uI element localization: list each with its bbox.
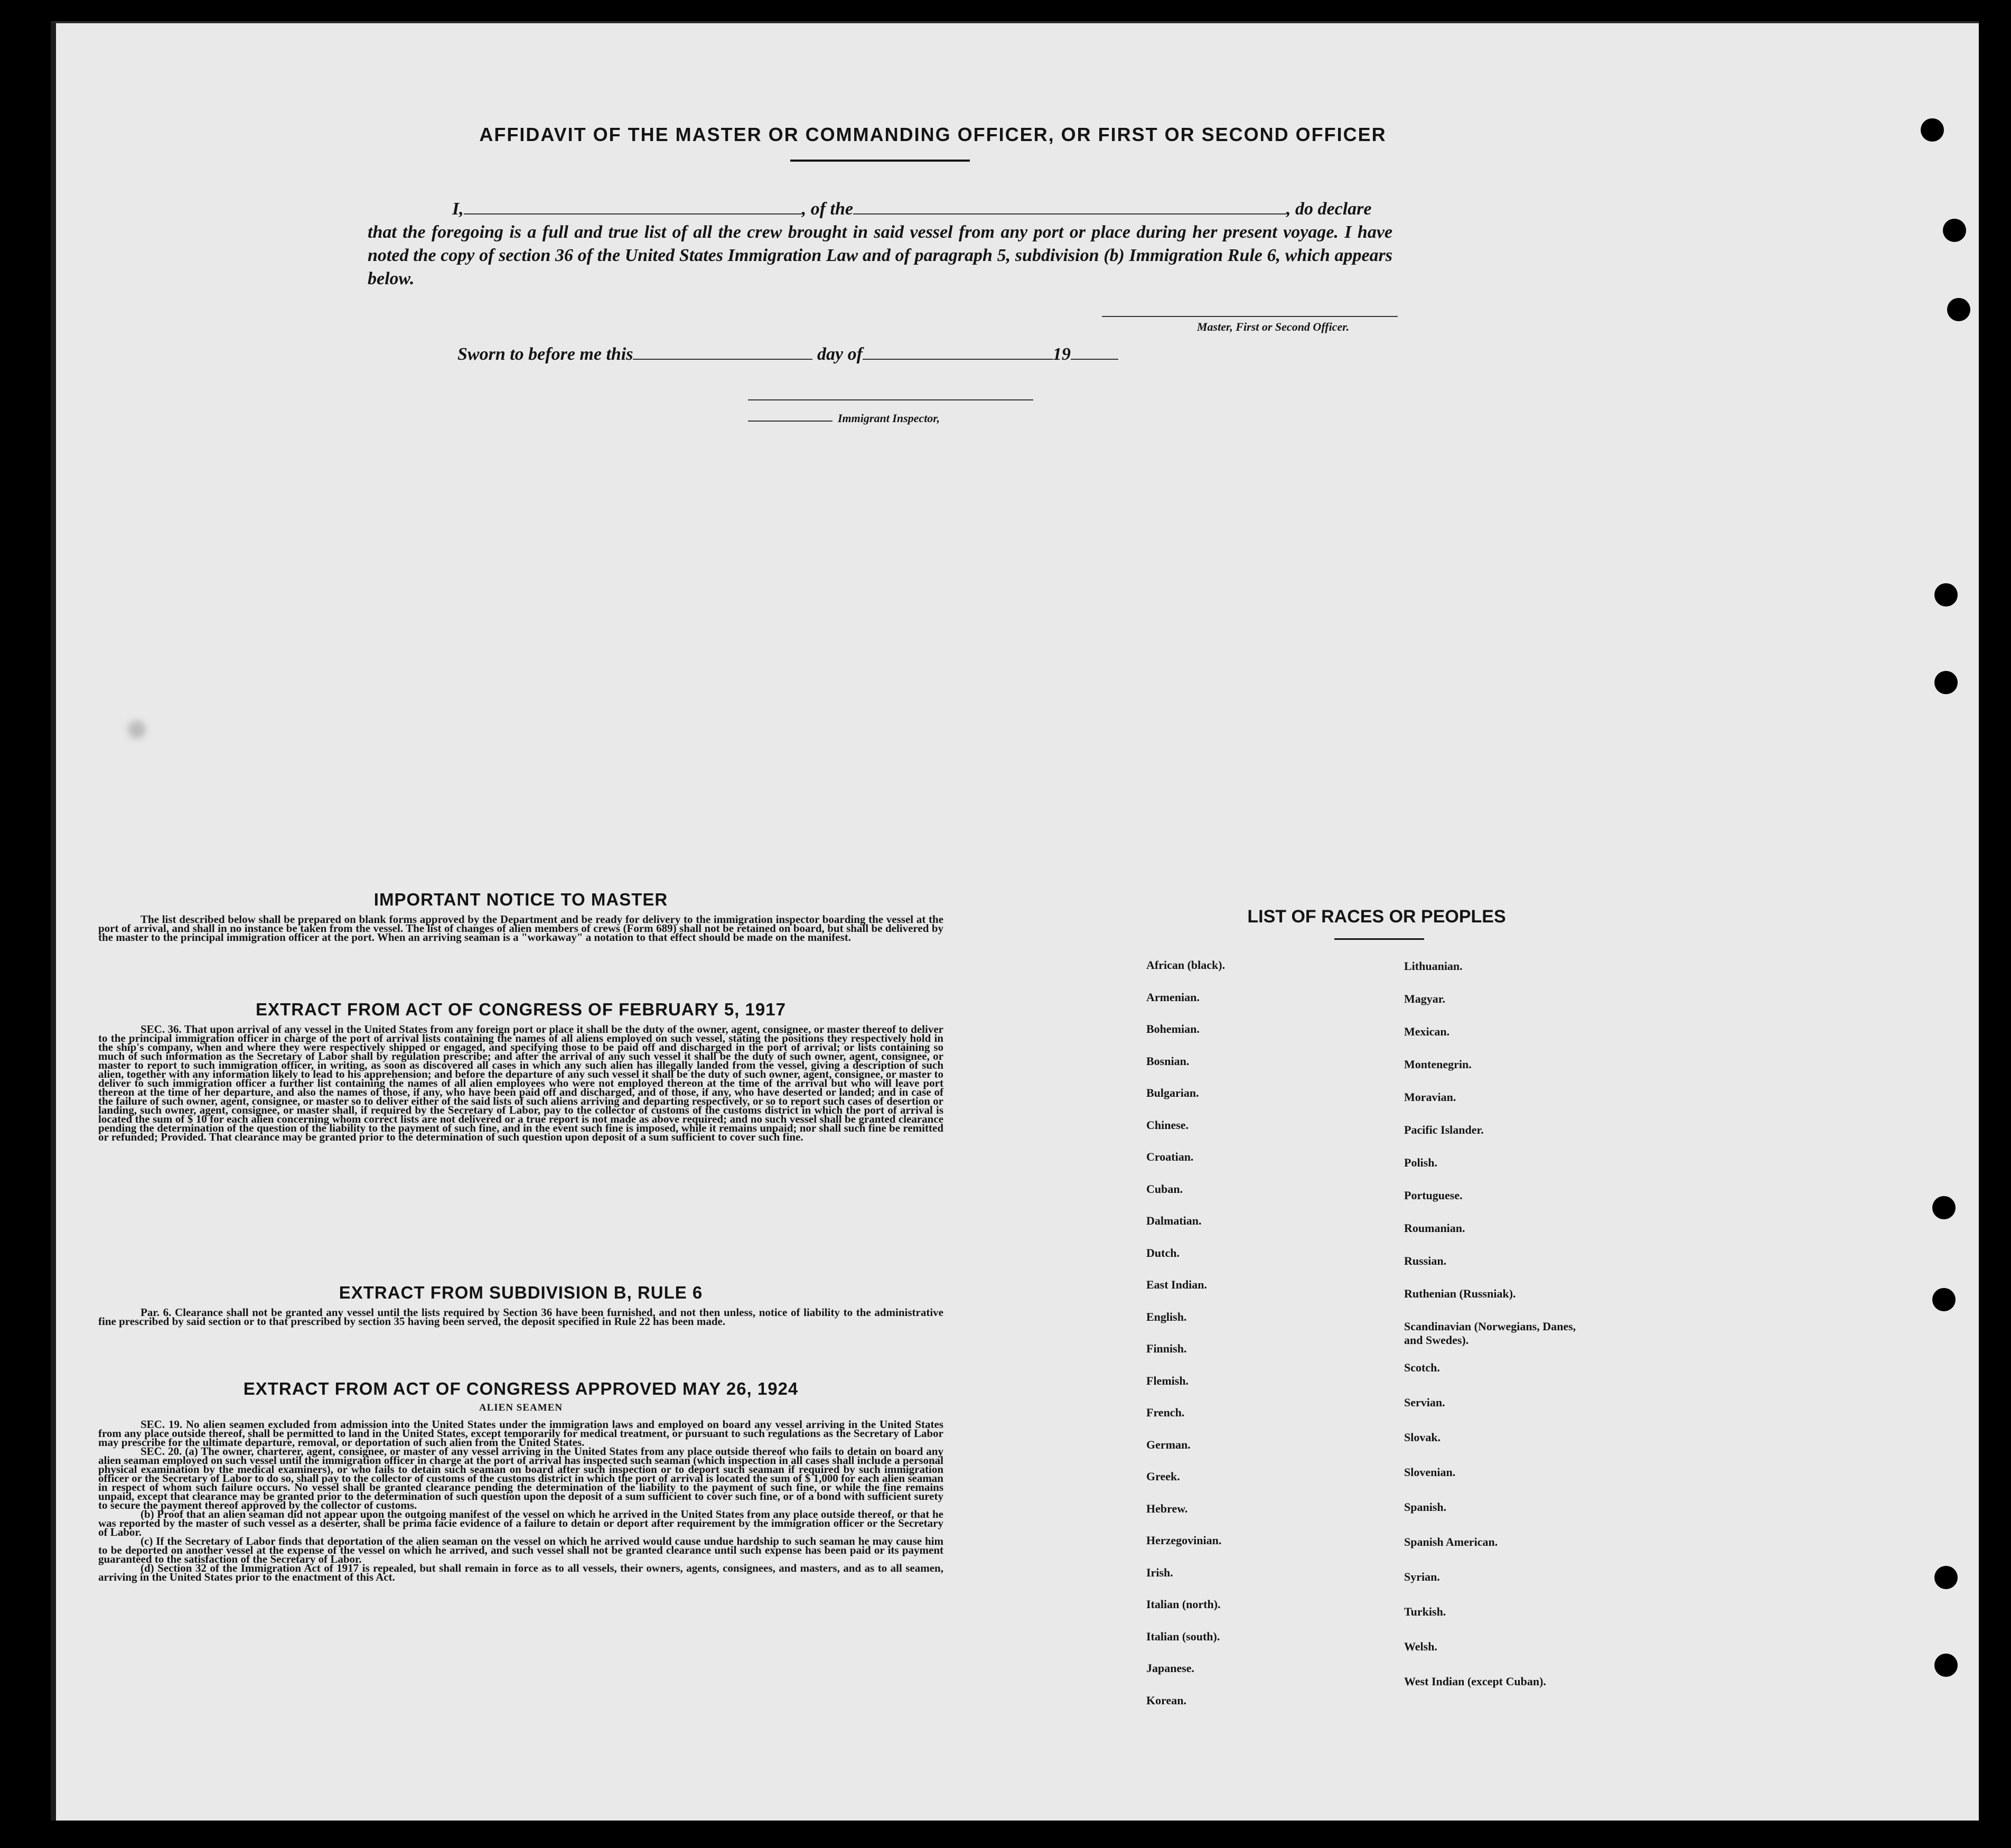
notice-master-title: IMPORTANT NOTICE TO MASTER — [373, 890, 668, 909]
title-underline — [790, 160, 970, 162]
race-item: Welsh. — [1404, 1640, 1437, 1653]
sworn-line — [457, 344, 1118, 365]
extract-rule6-title: EXTRACT FROM SUBDIVISION B, RULE 6 — [339, 1283, 703, 1302]
race-item: Pacific Islander. — [1404, 1123, 1484, 1136]
affidavit-title: AFFIDAVIT OF THE MASTER OR COMMANDING OFFICER, OR FIRST OR SECOND OFFICER — [479, 124, 1387, 145]
binder-hole — [1934, 1654, 1958, 1677]
race-item: Bohemian. — [1146, 1022, 1200, 1035]
race-item: Croatian. — [1146, 1150, 1194, 1163]
race-item: Italian (south). — [1146, 1629, 1220, 1643]
race-item: Scandinavian (Norwegians, Danes, and Swedes). — [1404, 1320, 1576, 1347]
race-item: Roumanian. — [1404, 1221, 1465, 1235]
binder-hole — [1943, 219, 1966, 242]
inspector-label: Immigrant Inspector, — [838, 412, 940, 425]
race-item: Bosnian. — [1146, 1054, 1190, 1068]
race-item: Russian. — [1404, 1254, 1447, 1267]
binder-hole — [1932, 1288, 1956, 1311]
extract-1924-paragraph: SEC. 19. No alien seamen excluded from admission into the United States under the immigration laws and employed on board any vessel arriving in the United States from any place outside thereof, shall be permitted to land in the United States, except temporarily for medical treatment, or pursuant to such regulations as the Secretary of Labor may prescribe for the ultimate departure, removal, or deportation of such alien from the United States. — [98, 1418, 943, 1449]
race-item: Scotch. — [1404, 1361, 1440, 1374]
race-item: Turkish. — [1404, 1605, 1446, 1618]
race-item: Spanish American. — [1404, 1535, 1498, 1548]
race-item: African (black). — [1146, 958, 1226, 972]
race-item: Italian (north). — [1146, 1598, 1221, 1611]
race-item: Syrian. — [1404, 1570, 1440, 1583]
race-item: Irish. — [1146, 1565, 1173, 1579]
extract-1924-paragraph: (c) If the Secretary of Labor finds that deportation of the alien seaman on the vessel on which he arrived would cause undue hardship to such seaman he may cause him to be deported on another vessel at the expense of the vessel on which he arrived, and such vessel shall not be granted clearance until such expense has been paid or its payment guaranteed to the satisfaction of the Secretary of Labor. — [98, 1535, 943, 1565]
affidavit-do-declare: , do declare — [1286, 199, 1372, 219]
sworn-month-blank[interactable] — [863, 359, 1053, 360]
sworn-day-of: day of — [817, 344, 863, 364]
extract-1924-title: EXTRACT FROM ACT OF CONGRESS APPROVED MAY 26, 1924 — [243, 1379, 799, 1398]
signature-line[interactable] — [1102, 315, 1398, 317]
vessel-blank[interactable] — [853, 213, 1286, 214]
race-item: Magyar. — [1404, 992, 1446, 1005]
race-item: Montenegrin. — [1404, 1058, 1472, 1071]
extract-1917-text: SEC. 36. That upon arrival of any vessel in the United States from any foreign port or place it shall be the duty of the owner, agent, consignee, or master thereof to deliver to the principal immigration officer in charge of the port of arrival lists containing the names of all aliens employed on such vessel, stating the positions they respectively hold in the ship's company, when and where they were respectively shipped or engaged, and specifying those to be paid off and discharged in the port of arrival; or lists containing so much of such information as the Secretary of Labor shall by regulation prescribe; and after the arrival of any such vessel it shall be the duty of such owner, agent, consignee, or master to report to such immigration officer, in writing, as soon as discovered all cases in which any such alien has illegally landed from the vessel, giving a description of such alien, together with any information likely to lead to his apprehension; and before the departure of any such vessel it shall be the duty of such owner, agent, consignee, or master to deliver to such immigration officer a further list containing the names of all alien employees who were not employed thereon at the time of the arrival but who will leave port thereon at the time of her departure, and also the names of those, if any, who have been paid off and discharged, and of those, if any, who have deserted or landed; and in case of the failure of such owner, agent, consignee, or master so to deliver either of the said lists of such aliens arriving and departing respectively, or so to report such cases of desertion or landing, such owner, agent, consignee, or master shall, if required by the Secretary of Labor, pay to the collector of customs of the customs district in which the port of arrival is located the sum of $ 10 for each alien concerning whom correct lists are not delivered or a true report is not made as above required; and no such vessel shall be granted clearance pending the determination of the question of the liability to the payment of such fine, and in the event such fine is imposed, while it remains unpaid; nor shall such fine be remitted or refunded; Provided. That clearance may be granted prior to the determination of such question upon deposit of a sum sufficient to cover such fine. — [98, 1023, 943, 1143]
extract-1924-paragraph: SEC. 20. (a) The owner, charterer, agent, consignee, or master of any vessel arriving in the United States from any place outside thereof who fails to detain on board any alien seaman employed on such vessel until the immigration officer in charge at the port of arrival has inspected such seaman (which inspection in all cases shall include a personal physical examination by the medical examiners), or who fails to detain such seaman on board after such inspection or to deport such seaman if required by such immigration officer or the Secretary of Labor to do so, shall pay to the collector of customs of the customs district in which the port of arrival is located the sum of $ 1,000 for each alien seaman in respect of whom such failure occurs. No vessel shall be granted clearance pending the determination of the liability to the payment of such fine, or while the fine remains unpaid, except that clearance may be granted prior to the determination of such question upon the deposit of a sum sufficient to cover such fine, or of a bond with sufficient surety to secure the payment thereof approved by the collector of customs. — [98, 1445, 943, 1511]
affidavit-body — [368, 198, 1392, 291]
binder-hole — [1947, 298, 1970, 321]
notice-master-text: The list described below shall be prepared on blank forms approved by the Department and be ready for delivery to the immigration inspector boarding the vessel at the port of arrival, and shall in no instance be taken from the vessel. The list of changes of alien members of crews (Form 689) shall not be retained on board, but shall be delivered by the master to the principal immigration officer at the port. When an arriving seaman is a "workaway" a notation to that effect should be made on the manifest. — [98, 913, 943, 944]
race-item: Slovak. — [1404, 1431, 1441, 1444]
race-item: French. — [1146, 1406, 1185, 1419]
race-item: Japanese. — [1146, 1662, 1195, 1675]
extract-1917-title: EXTRACT FROM ACT OF CONGRESS OF FEBRUARY 5, 1917 — [256, 1000, 786, 1019]
race-item: Moravian. — [1404, 1090, 1456, 1104]
binder-hole — [1932, 1196, 1956, 1219]
races-title-underline — [1334, 938, 1424, 940]
binder-hole — [1934, 583, 1958, 606]
binder-hole — [1934, 1566, 1958, 1589]
race-item: Lithuanian. — [1404, 959, 1463, 973]
race-item: Korean. — [1146, 1693, 1186, 1707]
race-item: Servian. — [1404, 1396, 1445, 1409]
signature-label: Master, First or Second Officer. — [1197, 320, 1350, 333]
name-blank[interactable] — [464, 213, 802, 214]
race-item: Flemish. — [1146, 1374, 1189, 1387]
race-item: Mexican. — [1404, 1025, 1450, 1038]
race-item: Herzegovinian. — [1146, 1534, 1222, 1547]
races-left-column — [1146, 958, 1389, 1725]
extract-rule6-text: Par. 6. Clearance shall not be granted any vessel until the lists required by Section 36 have been furnished, and not then unless, notice of liability to the administrative fine prescribed by said section or to that prescribed by section 35 having been served, the deposit specified in Rule 22 has been made. — [98, 1306, 943, 1328]
race-item: Armenian. — [1146, 990, 1200, 1004]
races-title: LIST OF RACES OR PEOPLES — [1247, 907, 1506, 927]
affidavit-i-label: I, — [452, 199, 464, 219]
race-item: English. — [1146, 1310, 1187, 1323]
race-item: Chinese. — [1146, 1118, 1189, 1132]
extract-1924-paragraph: (d) Section 32 of the Immigration Act of 1917 is repealed, but shall remain in force as to all vessels, their owners, agents, consignees, and masters, and as to all seamen, arriving in the United States prior to the enactment of this Act. — [98, 1562, 943, 1583]
race-item: West Indian (except Cuban). — [1404, 1675, 1546, 1688]
sworn-day-blank[interactable] — [633, 359, 812, 360]
sworn-year-prefix: 19 — [1052, 344, 1071, 364]
inspector-signature-line-2 — [748, 421, 833, 422]
form-page — [51, 21, 1979, 1821]
inspector-signature-line[interactable] — [748, 399, 1033, 400]
race-item: Dalmatian. — [1146, 1214, 1202, 1227]
binder-hole — [1921, 118, 1944, 142]
affidavit-declaration: that the foregoing is a full and true list of all the crew brought in said vessel from any port or place during her present voyage. I have noted the copy of section 36 of the United States Immigration Law and of paragraph 5, subdivision (b) Immigration Rule 6, which appears below. — [368, 222, 1392, 288]
extract-1924-paragraph: (b) Proof that an alien seaman did not appear upon the outgoing manifest of the vessel on which he arrived in the United States from any place outside thereof, or that he was reported by the master of such vessel as a deserter, shall be prima facie evidence of a failure to detain or deport after requirement by the immigration officer or the Secretary of Labor. — [98, 1508, 943, 1538]
race-item: Cuban. — [1146, 1182, 1183, 1196]
sworn-prefix: Sworn to before me this — [457, 344, 633, 364]
race-item: Polish. — [1404, 1156, 1437, 1169]
binder-hole — [1934, 671, 1958, 694]
races-right-column — [1404, 959, 1615, 1710]
extract-1924-body — [98, 1420, 943, 1582]
extract-1924-subtitle: ALIEN SEAMEN — [479, 1402, 563, 1413]
race-item: Hebrew. — [1146, 1501, 1188, 1515]
race-item: East Indian. — [1146, 1278, 1207, 1291]
race-item: Portuguese. — [1404, 1189, 1463, 1202]
stain-mark — [128, 721, 146, 739]
race-item: Finnish. — [1146, 1342, 1187, 1355]
race-item: Ruthenian (Russniak). — [1404, 1287, 1516, 1300]
race-item: German. — [1146, 1438, 1191, 1451]
sworn-year-blank[interactable] — [1071, 359, 1118, 360]
race-item: Greek. — [1146, 1470, 1180, 1483]
race-item: Spanish. — [1404, 1500, 1447, 1514]
affidavit-of-the: , of the — [801, 199, 854, 219]
race-item: Bulgarian. — [1146, 1086, 1199, 1099]
race-item: Slovenian. — [1404, 1466, 1456, 1479]
race-item: Dutch. — [1146, 1246, 1180, 1259]
